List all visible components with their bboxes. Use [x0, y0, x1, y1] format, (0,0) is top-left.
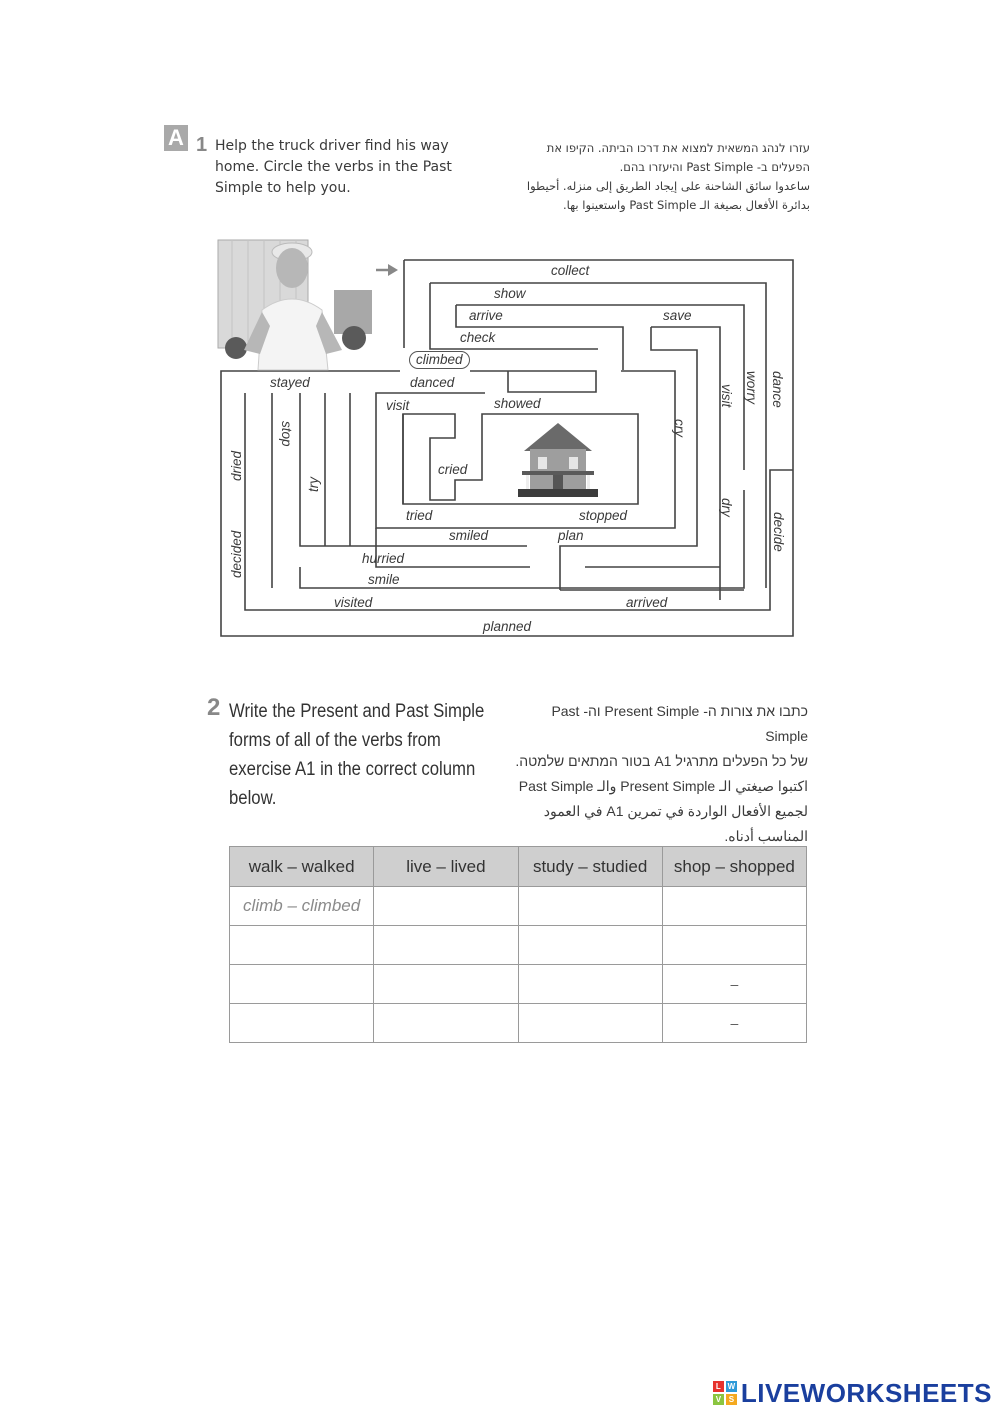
start-arrow-icon — [376, 264, 398, 276]
maze — [0, 0, 1000, 700]
answer-cell[interactable] — [518, 965, 662, 1004]
table-row — [230, 965, 807, 1004]
house-image — [518, 415, 598, 497]
maze-walls — [0, 0, 1000, 700]
column-header: study – studied — [518, 847, 662, 887]
instruction-line: Help the truck driver find his way — [215, 138, 449, 154]
maze-word[interactable]: decided — [229, 530, 244, 578]
logo-block: L — [713, 1381, 724, 1392]
maze-word[interactable]: visited — [334, 595, 373, 610]
maze-word: stop — [279, 421, 294, 447]
answer-cell[interactable] — [662, 926, 806, 965]
maze-word: check — [460, 330, 496, 345]
maze-word[interactable]: tried — [406, 508, 433, 523]
maze-word[interactable]: stayed — [270, 375, 310, 390]
maze-word: smile — [368, 572, 400, 587]
exercise-number-2: 2 — [207, 694, 221, 721]
maze-word: visit — [719, 384, 734, 408]
maze-word: dance — [770, 371, 785, 408]
instruction-line: below. — [229, 788, 277, 809]
maze-word[interactable]: stopped — [579, 508, 628, 523]
column-header: shop – shopped — [662, 847, 806, 887]
instruction-line: exercise A1 in the correct column — [229, 759, 476, 780]
maze-word[interactable]: planned — [483, 619, 532, 634]
instruction-line: Write the Present and Past Simple — [229, 701, 485, 722]
answer-cell[interactable] — [518, 1004, 662, 1043]
maze-word-circled[interactable]: climbed — [409, 351, 470, 369]
answer-cell[interactable] — [374, 1004, 518, 1043]
maze-word: show — [494, 286, 526, 301]
exercise-number-1: 1 — [196, 134, 208, 156]
table-row — [230, 926, 807, 965]
maze-word: worry — [744, 371, 759, 404]
maze-word[interactable]: hurried — [362, 551, 405, 566]
section-a-badge: A — [164, 125, 188, 151]
maze-word: collect — [551, 263, 590, 278]
maze-word: decide — [771, 512, 786, 552]
maze-word: visit — [386, 398, 410, 413]
translation-line: של כל הפעלים מתרגיל A1 בטור המתאים שלמטה. — [515, 753, 808, 769]
maze-word: try — [306, 477, 321, 492]
maze-word[interactable]: danced — [410, 375, 455, 390]
answer-cell[interactable]: – — [662, 1004, 806, 1043]
maze-word[interactable]: arrived — [626, 595, 668, 610]
answer-cell[interactable] — [374, 887, 518, 926]
logo-text: LIVEWORKSHEETS — [740, 1377, 992, 1408]
logo-mark-icon — [713, 1381, 737, 1405]
translation-line: ساعدوا سائق الشاحنة على إيجاد الطريق إلى منزله. أحيطوا — [526, 179, 810, 193]
liveworksheets-logo[interactable] — [713, 1378, 992, 1408]
translation-line: הפעלים ב- Past Simple והיעזרו בהם. — [619, 160, 810, 174]
answer-cell[interactable] — [374, 965, 518, 1004]
maze-word: cry — [672, 419, 687, 437]
table-row — [230, 887, 807, 926]
exercise-2-instruction-translation — [510, 699, 808, 849]
verb-forms-table — [229, 846, 807, 1043]
maze-word: save — [663, 308, 692, 323]
answer-cell[interactable] — [230, 1004, 374, 1043]
translation-line: כתבו את צורות ה- Present Simple וה- Past Simple — [551, 703, 808, 744]
translation-line: بدائرة الأفعال بصيغة الـ Past Simple واستعينوا بها. — [562, 198, 810, 212]
column-header: walk – walked — [230, 847, 374, 887]
table-cell-example: climb – climbed — [230, 887, 374, 926]
instruction-line: home. Circle the verbs in the Past — [215, 159, 452, 175]
answer-cell[interactable] — [230, 926, 374, 965]
maze-word[interactable]: showed — [494, 396, 541, 411]
column-header: live – lived — [374, 847, 518, 887]
answer-cell[interactable]: – — [662, 965, 806, 1004]
maze-word[interactable]: cried — [438, 462, 468, 477]
maze-word[interactable]: smiled — [449, 528, 489, 543]
maze-word[interactable]: dried — [229, 450, 244, 481]
translation-line: لجميع الأفعال الواردة في تمرين A1 في العمود المناسب أدناه. — [543, 803, 808, 844]
translation-line: עזרו לנהג המשאית למצוא את דרכו הביתה. הקיפו את — [546, 141, 810, 155]
maze-word: plan — [558, 528, 584, 543]
maze-word: arrive — [469, 308, 503, 323]
answer-cell[interactable] — [662, 887, 806, 926]
maze-word: dry — [719, 498, 734, 517]
table-row — [230, 1004, 807, 1043]
answer-cell[interactable] — [518, 926, 662, 965]
answer-cell[interactable] — [230, 965, 374, 1004]
logo-block: S — [726, 1394, 737, 1405]
answer-cell[interactable] — [374, 926, 518, 965]
instruction-line: Simple to help you. — [215, 180, 351, 196]
logo-block: W — [727, 1382, 736, 1391]
exercise-2-instruction — [229, 697, 493, 813]
table-header-row — [230, 847, 807, 887]
instruction-line: forms of all of the verbs from — [229, 730, 441, 751]
answer-cell[interactable] — [518, 887, 662, 926]
logo-block: V — [713, 1394, 724, 1405]
translation-line: اكتبوا صيغتي الـ Present Simple والـ Past Simple — [518, 778, 808, 794]
truck-driver-image — [214, 230, 374, 372]
